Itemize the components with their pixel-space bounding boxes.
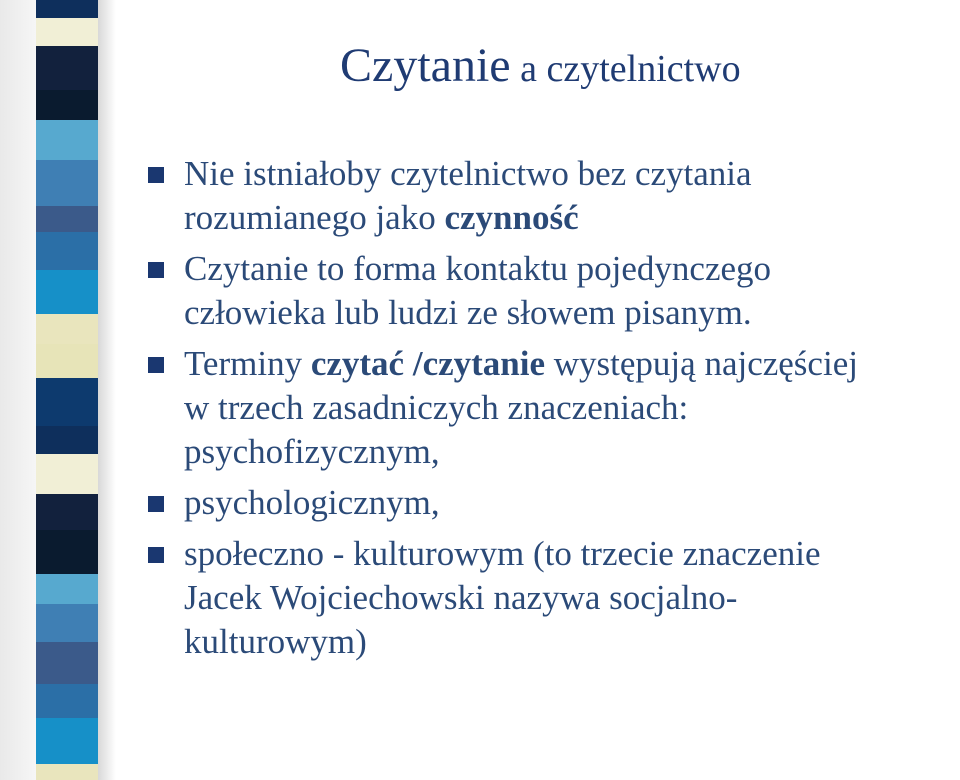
bullet-1-line-2-text: rozumianego jako [184,198,445,237]
stripe-segment [36,718,98,764]
stripe-segment [36,270,98,314]
stripe-segment [36,684,98,718]
stripe-segment [36,604,98,642]
bullet-item-2 [148,247,960,335]
stripe-segment [36,530,98,574]
bullet-3-bold-czytanie: czytanie [422,344,546,383]
bullet-item-1 [148,152,960,240]
bullet-3-slash: / [404,344,423,383]
bullet-list [148,152,960,671]
stripe-segment [36,46,98,90]
stripe-segment [36,494,98,530]
stripe-segment [36,426,98,454]
stripe-segment [36,160,98,206]
stripe-segment [36,18,98,46]
bullet-item-5 [148,532,960,664]
stripe-segment [36,0,98,18]
stripe-segment [36,574,98,604]
bullet-3-text-a: Terminy [184,344,311,383]
bullet-1-line-2 [184,196,960,240]
bullet-2-line-2: człowieka lub ludzi ze słowem pisanym. [184,293,752,332]
square-bullet-icon [148,547,164,563]
bullet-3-bold-czytac: czytać [310,344,405,383]
bullet-5-line-2: Jacek Wojciechowski nazywa socjalno- [184,578,738,617]
bullet-3-line-2: w trzech zasadniczych znaczeniach: [184,388,689,427]
square-bullet-icon [148,167,164,183]
stripe-segment [36,344,98,378]
bullet-1-bold-term: czynność [444,198,579,237]
square-bullet-icon [148,496,164,512]
bullet-1-line-1: Nie istniałoby czytelnictwo bez czytania [184,154,752,193]
stripe-segment [36,764,98,780]
bullet-2-line-1: Czytanie to forma kontaktu pojedynczego [184,249,772,288]
left-shadow [0,0,36,780]
title-main: Czytanie [340,39,511,92]
slide-title [340,38,741,93]
bullet-item-3 [148,342,960,474]
bullet-item-4 [148,481,960,525]
stripe-segment [36,90,98,120]
decorative-stripe [36,0,98,780]
stripe-segment [36,314,98,344]
bullet-5-line-3: kulturowym) [184,622,367,661]
bullet-3-text-b: występują najczęściej [545,344,858,383]
stripe-segment [36,206,98,232]
stripe-segment [36,378,98,426]
bullet-3-line-1 [184,342,960,386]
stripe-segment [36,642,98,684]
bullet-3-line-3: psychofizycznym, [184,432,440,471]
stripe-segment [36,454,98,494]
stripe-segment [36,232,98,270]
bullet-5-line-1: społeczno - kulturowym (to trzecie znaczenie [184,534,821,573]
square-bullet-icon [148,262,164,278]
stripe-shadow [98,0,116,780]
title-rest: a czytelnictwo [510,48,741,90]
stripe-segment [36,120,98,160]
bullet-4-line-1: psychologicznym, [184,483,440,522]
square-bullet-icon [148,357,164,373]
